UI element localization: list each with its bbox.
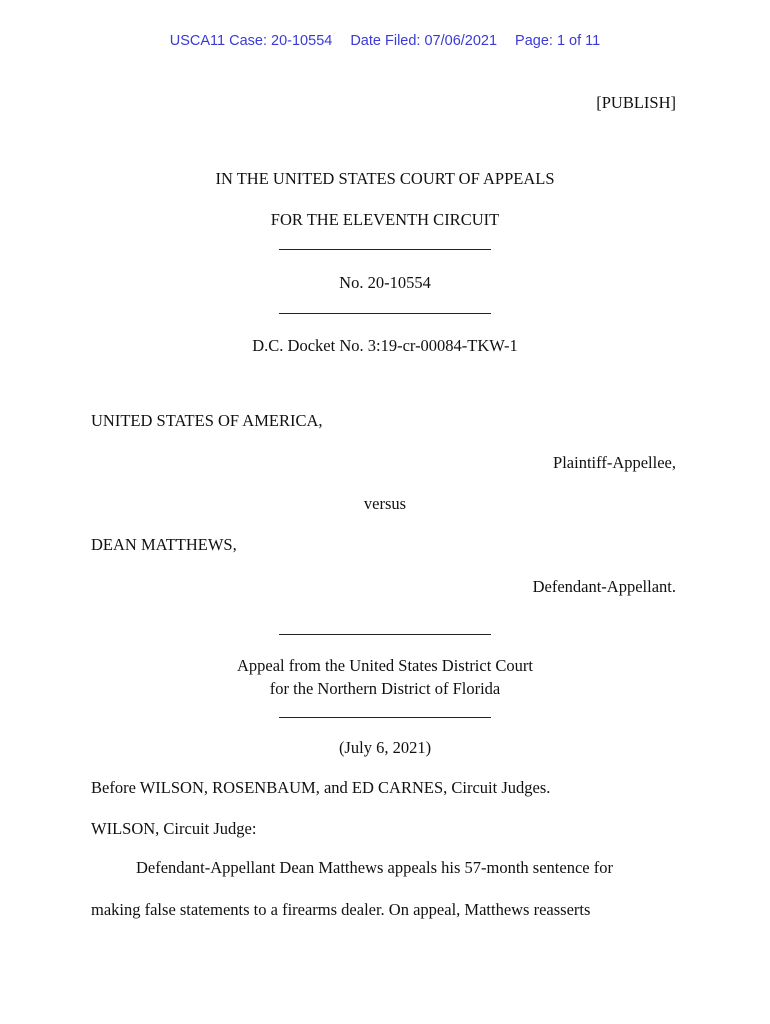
- page-count-stamp: Page: 1 of 11: [515, 33, 601, 49]
- publish-designation: [PUBLISH]: [596, 93, 676, 112]
- decision-date: (July 6, 2021): [338, 738, 432, 757]
- plaintiff-role: Plaintiff-Appellee,: [553, 453, 676, 472]
- court-name-line2: FOR THE ELEVENTH CIRCUIT: [270, 210, 500, 229]
- opinion-author: WILSON, Circuit Judge:: [91, 819, 257, 838]
- divider-rule: [279, 717, 491, 718]
- filing-header-stamp: [0, 33, 770, 49]
- opinion-body-line2: making false statements to a firearms dealer. On appeal, Matthews reasserts: [91, 900, 591, 919]
- district-docket: D.C. Docket No. 3:19-cr-00084-TKW-1: [252, 336, 518, 355]
- divider-rule: [279, 634, 491, 635]
- appeal-origin-line1: Appeal from the United States District Court: [236, 656, 534, 675]
- opinion-body-line1: Defendant-Appellant Dean Matthews appeals his 57-month sentence for: [136, 858, 613, 877]
- defendant-name: DEAN MATTHEWS,: [91, 535, 237, 554]
- appeal-origin-line2: for the Northern District of Florida: [269, 679, 501, 698]
- case-number: No. 20-10554: [339, 273, 431, 292]
- defendant-role: Defendant-Appellant.: [532, 577, 676, 596]
- date-filed-stamp: Date Filed: 07/06/2021: [350, 33, 498, 49]
- court-name-line1: IN THE UNITED STATES COURT OF APPEALS: [215, 169, 555, 188]
- divider-rule: [279, 249, 491, 250]
- divider-rule: [279, 313, 491, 314]
- panel-judges: Before WILSON, ROSENBAUM, and ED CARNES, Circuit Judges.: [91, 778, 551, 797]
- case-number-stamp: USCA11 Case: 20-10554: [169, 33, 333, 49]
- versus-label: versus: [363, 494, 407, 513]
- plaintiff-name: UNITED STATES OF AMERICA,: [91, 411, 323, 430]
